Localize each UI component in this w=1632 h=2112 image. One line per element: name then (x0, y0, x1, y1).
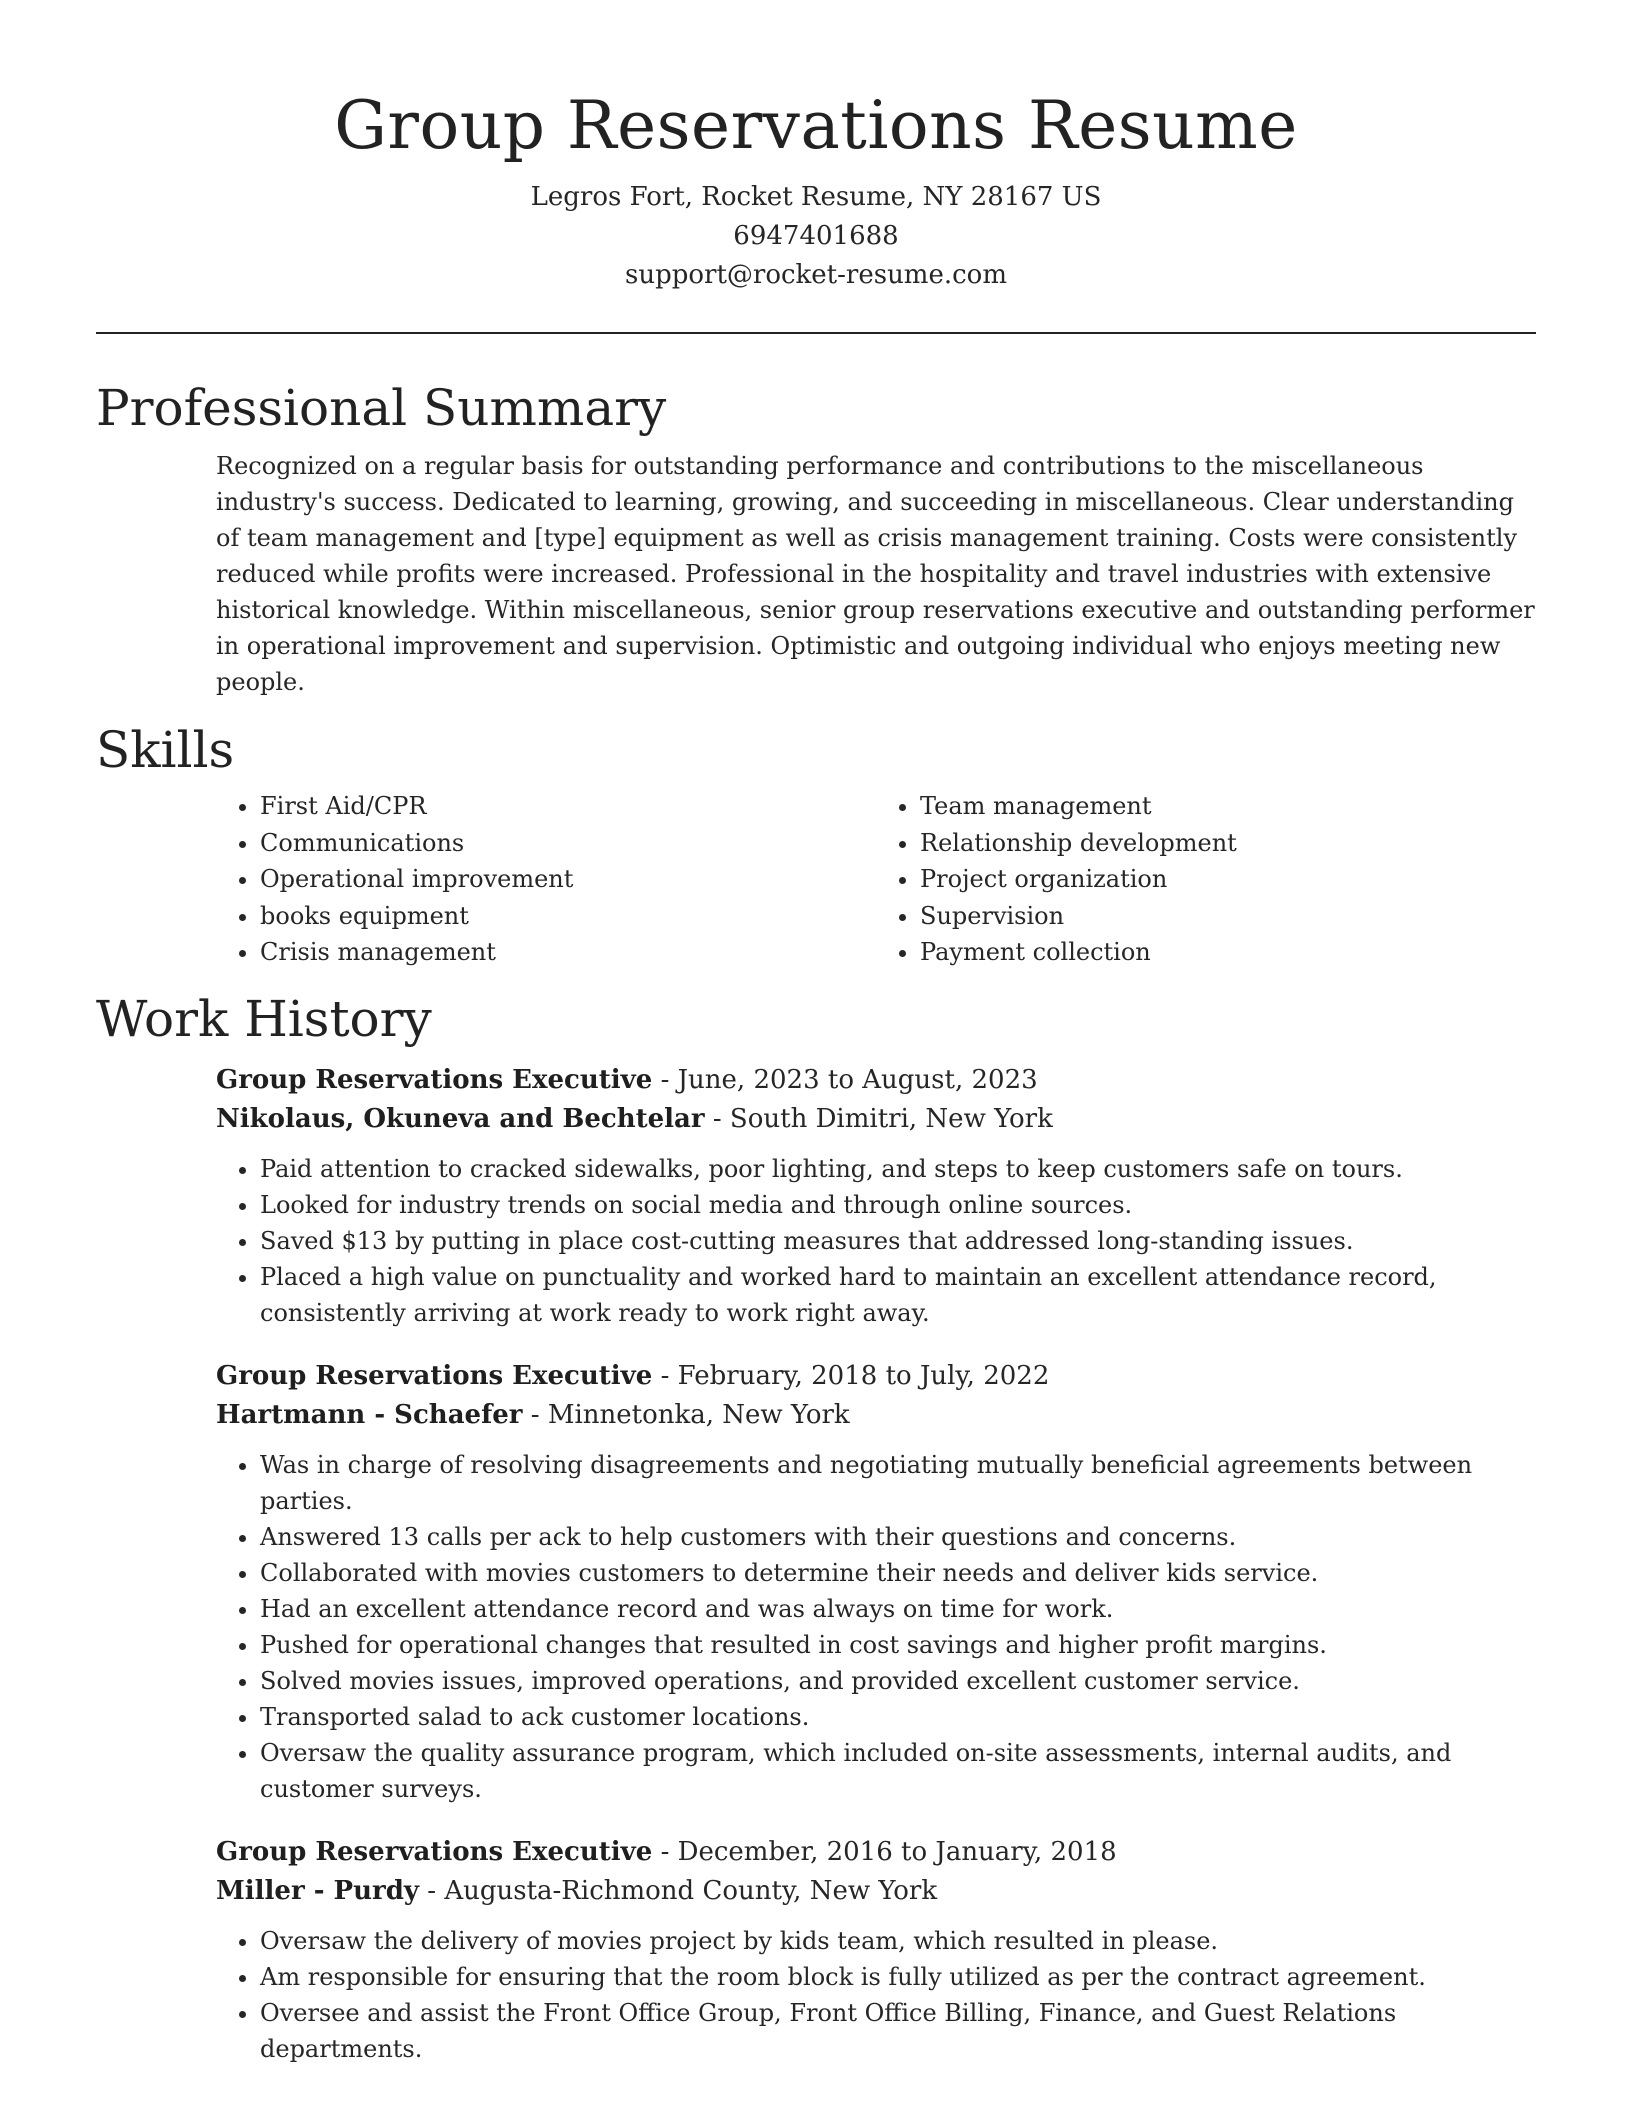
job-bullet: • Collaborated with movies customers to determine their needs and deliver kids service. (260, 1555, 1536, 1591)
job-location: - South Dimitri, New York (704, 1103, 1053, 1134)
job-company: Miller - Purdy (216, 1875, 419, 1906)
job-bullet: • Had an excellent attendance record and was always on time for work. (260, 1591, 1536, 1627)
job-bullets (216, 1447, 1536, 1807)
job-entry (216, 1357, 1536, 1807)
job-entry (216, 1833, 1536, 2067)
job-company: Nikolaus, Okuneva and Bechtelar (216, 1103, 705, 1134)
job-bullet: • Paid attention to cracked sidewalks, poor lighting, and steps to keep customers safe on tours. (260, 1151, 1536, 1187)
job-title: Group Reservations Executive (216, 1360, 653, 1391)
job-company-line (216, 1396, 1536, 1435)
skill-item: • Payment collection (920, 934, 1536, 971)
work-history-section (96, 989, 1536, 2067)
header-divider (96, 332, 1536, 334)
job-bullet: • Oversaw the quality assurance program, which included on-site assessments, internal audits, and customer surveys. (260, 1735, 1536, 1807)
job-bullets (216, 1151, 1536, 1331)
summary-text: Recognized on a regular basis for outstanding performance and contributions to the miscellaneous industry's success. Dedicated to learning, growing, and succeeding in miscellaneous. Clear understanding of team management and [type] equipment as well as crisis management training. Costs were consistently reduced while profits were increased. Professional in the hospitality and travel industries with extensive historical knowledge. Within miscellaneous, senior group reservations executive and outstanding performer in operational improvement and supervision. Optimistic and outgoing individual who enjoys meeting new people. (216, 452, 1535, 696)
job-entry (216, 1061, 1536, 1331)
job-bullet: • Oversaw the delivery of movies project by kids team, which resulted in please. (260, 1923, 1536, 1959)
skill-item: • Communications (260, 825, 876, 862)
skill-item: • First Aid/CPR (260, 788, 876, 825)
job-title-line (216, 1061, 1536, 1100)
job-bullet: • Transported salad to ack customer locations. (260, 1699, 1536, 1735)
skill-item: • Project organization (920, 861, 1536, 898)
job-dates: - December, 2016 to January, 2018 (652, 1836, 1117, 1867)
skill-item: • books equipment (260, 898, 876, 935)
contact-block (96, 178, 1536, 295)
job-bullet: • Was in charge of resolving disagreements and negotiating mutually beneficial agreements between parties. (260, 1447, 1536, 1519)
skills-grid (216, 788, 1536, 971)
resume-page (96, 0, 1536, 2067)
work-history-heading: Work History (96, 989, 432, 1048)
job-company-line (216, 1100, 1536, 1139)
contact-address: Legros Fort, Rocket Resume, NY 28167 US (530, 182, 1102, 212)
resume-header (96, 0, 1536, 334)
job-company: Hartmann - Schaefer (216, 1399, 523, 1430)
summary-heading: Professional Summary (96, 379, 667, 437)
job-title-line (216, 1357, 1536, 1396)
job-dates: - June, 2023 to August, 2023 (652, 1064, 1038, 1095)
skill-item: • Crisis management (260, 934, 876, 971)
skill-item: • Team management (920, 788, 1536, 825)
resume-title: Group Reservations Resume (334, 87, 1298, 164)
job-bullets (216, 1923, 1536, 2067)
job-location: - Augusta-Richmond County, New York (419, 1875, 938, 1906)
job-location: - Minnetonka, New York (522, 1399, 850, 1430)
contact-email: support@rocket-resume.com (624, 260, 1007, 290)
skills-section (96, 720, 1536, 971)
job-company-line (216, 1872, 1536, 1911)
skills-column-right (876, 788, 1536, 971)
job-bullet: • Solved movies issues, improved operations, and provided excellent customer service. (260, 1663, 1536, 1699)
job-bullet: • Pushed for operational changes that resulted in cost savings and higher profit margins. (260, 1627, 1536, 1663)
job-bullet: • Am responsible for ensuring that the room block is fully utilized as per the contract agreement. (260, 1959, 1536, 1995)
job-title: Group Reservations Executive (216, 1836, 653, 1867)
skills-heading: Skills (96, 721, 235, 779)
skill-item: • Relationship development (920, 825, 1536, 862)
skills-column-left (216, 788, 876, 971)
job-bullet: • Saved $13 by putting in place cost-cutting measures that addressed long-standing issues. (260, 1223, 1536, 1259)
skill-item: • Supervision (920, 898, 1536, 935)
job-bullet: • Looked for industry trends on social media and through online sources. (260, 1187, 1536, 1223)
job-title: Group Reservations Executive (216, 1064, 653, 1095)
professional-summary-section (96, 378, 1536, 700)
skill-item: • Operational improvement (260, 861, 876, 898)
job-title-line (216, 1833, 1536, 1872)
job-bullet: • Oversee and assist the Front Office Group, Front Office Billing, Finance, and Guest Relations departments. (260, 1995, 1536, 2067)
job-dates: - February, 2018 to July, 2022 (652, 1360, 1050, 1391)
contact-phone: 6947401688 (733, 221, 899, 251)
job-bullet: • Placed a high value on punctuality and worked hard to maintain an excellent attendance record, consistently arriving at work ready to work right away. (260, 1259, 1536, 1331)
job-bullet: • Answered 13 calls per ack to help customers with their questions and concerns. (260, 1519, 1536, 1555)
